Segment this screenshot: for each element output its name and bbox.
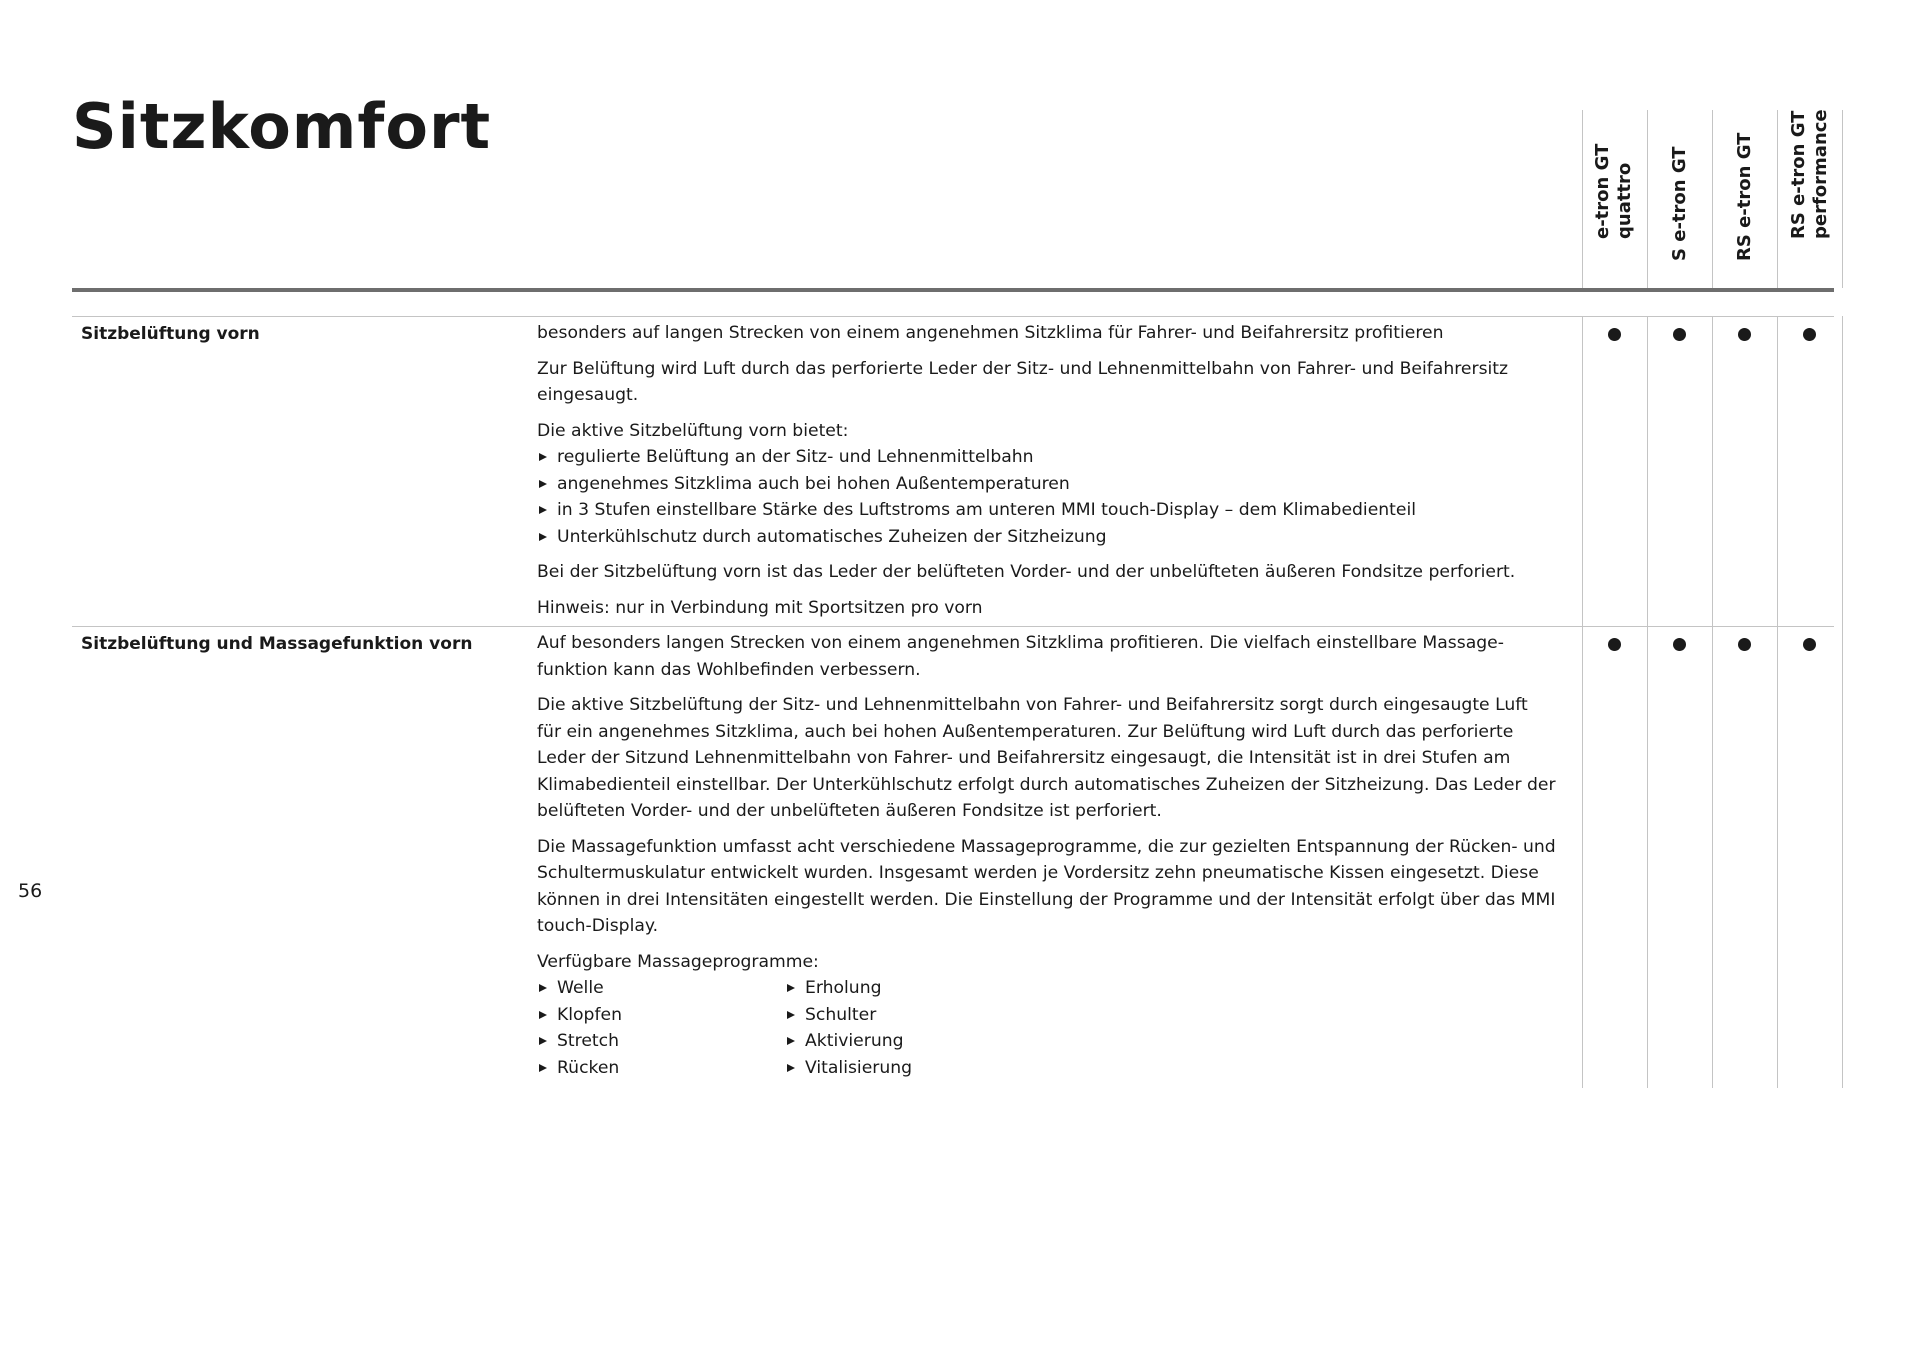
list-intro: Verfügbare Massageprogramme: [537,951,819,972]
row-divider [72,626,1834,627]
list-item: Schulter [785,1002,1033,1029]
list-item: Unterkühlschutz durch automatisches Zuheizen der Sitzheizung [537,524,1557,551]
standard-equipment-dot [1738,328,1751,341]
column-divider [1842,316,1843,1088]
description-paragraph: Die Massagefunktion umfasst acht verschiedene Massageprogramme, die zur gezielten Entspannung der Rücken- und Schultermuskulatur entwickelt wurden. Insgesamt werden je Vordersitz zehn pneumatische Kissen eingesetzt. Diese können in drei Intensitäten eingestellt werden. Die Einstellung der Programme und der Intensität erfolgt über das MMI touch-Display. [537,836,1556,936]
column-header-line: e-tron GT [1592,143,1613,239]
header-rule [72,288,1834,292]
standard-equipment-dot [1738,638,1751,651]
list-item: Welle [537,975,785,1002]
row-divider [72,316,1834,317]
massage-program-list [537,975,1557,1081]
standard-equipment-dot [1673,328,1686,341]
list-item: Stretch [537,1028,785,1055]
column-divider [1647,316,1648,1088]
column-divider [1712,316,1713,1088]
standard-equipment-dot [1608,638,1621,651]
program-column [537,975,785,1081]
description-paragraph: Auf besonders langen Strecken von einem angenehmen Sitzklima profitieren. Die vielfach einstellbare Massagefunktion kann das Wohlbefinden verbessern. [537,633,1504,680]
column-header-s-e-tron-gt [1648,108,1712,283]
column-header-line: quattro [1614,162,1635,239]
description-paragraph: Zur Belüftung wird Luft durch das perforierte Leder der Sitz- und Lehnenmittelbahn von Fahrer- und Beifahrersitz eingesaugt. [537,358,1509,405]
feature-label: Sitzbelüftung und Massagefunktion vorn [81,634,473,654]
description-paragraph: Bei der Sitzbelüftung vorn ist das Leder der belüfteten Vorder- und der unbelüfteten äußeren Fondsitze perforiert. [537,562,1516,582]
standard-equipment-dot [1608,328,1621,341]
standard-equipment-dot [1673,638,1686,651]
column-divider [1582,316,1583,1088]
list-item: Erholung [785,975,1033,1002]
header-column-divider [1842,110,1843,288]
standard-equipment-dot [1803,638,1816,651]
program-column [785,975,1033,1081]
header-column-divider [1712,110,1713,288]
column-header-line: RS e-tron GT [1788,110,1809,239]
description-paragraph: besonders auf langen Strecken von einem angenehmen Sitzklima für Fahrer- und Beifahrersitz profitieren [537,323,1444,343]
feature-description [537,630,1557,1081]
list-item: Rücken [537,1055,785,1082]
hint-note: Hinweis: nur in Verbindung mit Sportsitzen pro vorn [537,597,983,618]
feature-label: Sitzbelüftung vorn [81,324,260,344]
standard-equipment-dot [1803,328,1816,341]
list-item: Klopfen [537,1002,785,1029]
feature-bullet-list [537,444,1557,550]
list-intro: Die aktive Sitzbelüftung vorn bietet: [537,420,849,441]
header-column-divider [1777,110,1778,288]
column-header-line: RS e-tron GT [1734,132,1755,261]
list-item: Vitalisierung [785,1055,1033,1082]
header-column-divider [1647,110,1648,288]
column-divider [1777,316,1778,1088]
column-header-e-tron-gt-quattro [1582,108,1646,283]
description-paragraph: Die aktive Sitzbelüftung der Sitz- und Lehnenmittelbahn von Fahrer- und Beifahrersitz sorgt durch eingesaugte Luft für ein angenehmes Sitzklima, auch bei hohen Außentemperaturen. Zur Belüftung wird Luft durch das perforierte Leder der Sitzund Lehnenmittelbahn von Fahrer- und Beifahrersitz eingesaugt, die Intensität ist in drei Stufen am Klimabedienteil einstellbar. Der Unterkühlschutz erfolgt durch automatisches Zuheizen der Sitzheizung. Das Leder der belüfteten Vorder- und der unbelüfteten äußeren Fondsitze ist perforiert. [537,695,1556,821]
list-item: regulierte Belüftung an der Sitz- und Lehnenmittelbahn [537,444,1557,471]
feature-description [537,320,1557,630]
page-title: Sitzkomfort [72,90,492,163]
column-header-line: performance [1810,109,1831,239]
page-number: 56 [18,880,43,902]
list-item: in 3 Stufen einstellbare Stärke des Luftstroms am unteren MMI touch-Display – dem Klimabedienteil [537,497,1557,524]
list-item: angenehmes Sitzklima auch bei hohen Außentemperaturen [537,471,1557,498]
column-header-rs-e-tron-gt-performance [1778,108,1842,283]
list-item: Aktivierung [785,1028,1033,1055]
header-column-divider [1582,110,1583,288]
column-header-rs-e-tron-gt [1713,108,1777,283]
column-header-line: S e-tron GT [1669,146,1690,261]
